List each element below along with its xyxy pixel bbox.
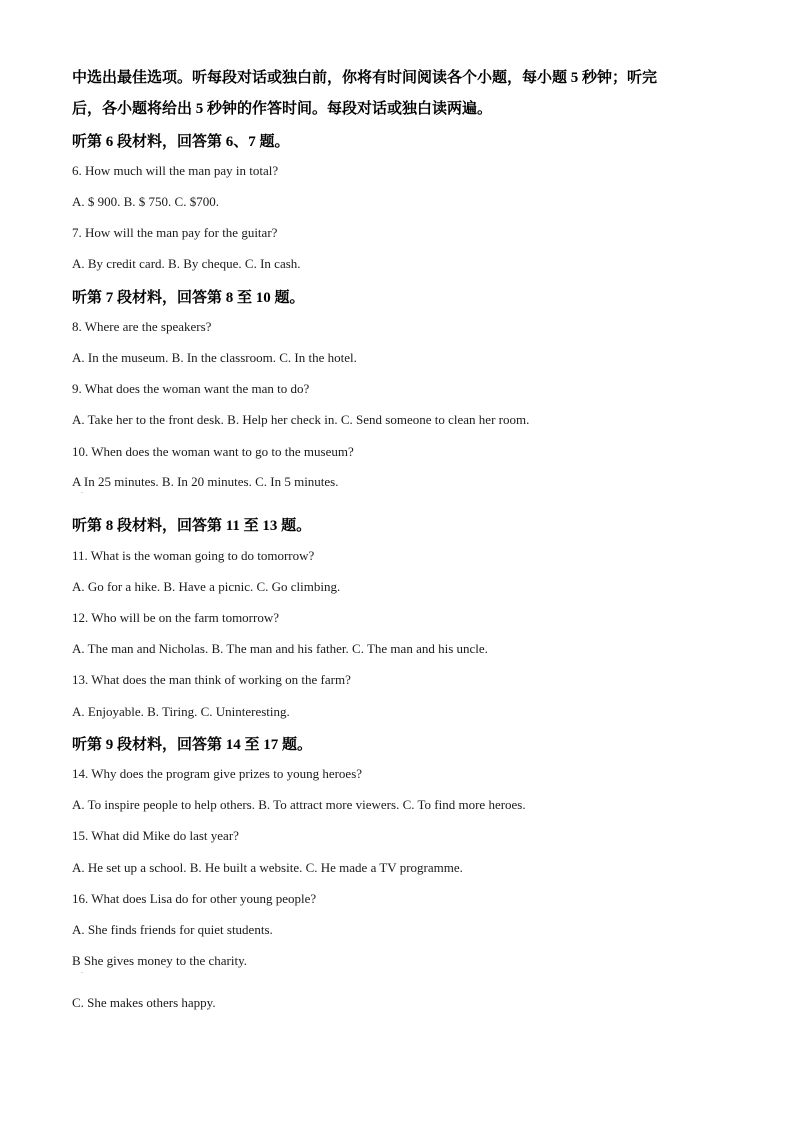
question-10: 10. When does the woman want to go to the museum? <box>72 444 354 459</box>
options-15: A. He set up a school. B. He built a website. C. He made a TV programme. <box>72 860 463 875</box>
options-8: A. In the museum. B. In the classroom. C. In the hotel. <box>72 350 357 365</box>
question-8: 8. Where are the speakers? <box>72 319 212 334</box>
question-9: 9. What does the woman want the man to do? <box>72 381 310 396</box>
option-16a: A. She finds friends for quiet students. <box>72 922 273 937</box>
section-heading-9: 听第 9 段材料，回答第 14 至 17 题。 <box>72 737 313 753</box>
question-7: 7. How will the man pay for the guitar? <box>72 225 278 240</box>
options-12: A. The man and Nicholas. B. The man and his father. C. The man and his uncle. <box>72 641 488 656</box>
options-13: A. Enjoyable. B. Tiring. C. Uninteresting. <box>72 704 290 719</box>
options-10: A In 25 minutes. B. In 20 minutes. C. In 5 minutes. <box>72 474 339 489</box>
options-11: A. Go for a hike. B. Have a picnic. C. Go climbing. <box>72 579 341 594</box>
options-14: A. To inspire people to help others. B. To attract more viewers. C. To find more heroes. <box>72 797 526 812</box>
question-6: 6. How much will the man pay in total? <box>72 163 279 178</box>
question-12: 12. Who will be on the farm tomorrow? <box>72 610 279 625</box>
option-16c: C. She makes others happy. <box>72 995 216 1010</box>
intro-line-1: 中选出最佳选项。听每段对话或独白前，你将有时间阅读各个小题，每小题 5 秒钟；听完 <box>72 70 658 86</box>
options-7: A. By credit card. B. By cheque. C. In cash. <box>72 256 301 271</box>
stray-dot-mark: · <box>81 490 83 497</box>
options-6: A. $ 900. B. $ 750. C. $700. <box>72 194 219 209</box>
section-heading-8: 听第 8 段材料，回答第 11 至 13 题。 <box>72 518 312 534</box>
question-14: 14. Why does the program give prizes to young heroes? <box>72 766 363 781</box>
question-11: 11. What is the woman going to do tomorrow? <box>72 548 315 563</box>
intro-line-2: 后，各小题将给出 5 秒钟的作答时间。每段对话或独白读两遍。 <box>72 101 493 117</box>
options-9: A. Take her to the front desk. B. Help her check in. C. Send someone to clean her room. <box>72 412 530 427</box>
section-heading-7: 听第 7 段材料，回答第 8 至 10 题。 <box>72 290 305 306</box>
option-16b: B She gives money to the charity. <box>72 953 247 968</box>
stray-dot-mark: · <box>81 970 83 977</box>
question-13: 13. What does the man think of working on the farm? <box>72 672 351 687</box>
section-heading-6: 听第 6 段材料，回答第 6、7 题。 <box>72 134 290 150</box>
question-16: 16. What does Lisa do for other young people? <box>72 891 317 906</box>
question-15: 15. What did Mike do last year? <box>72 828 239 843</box>
